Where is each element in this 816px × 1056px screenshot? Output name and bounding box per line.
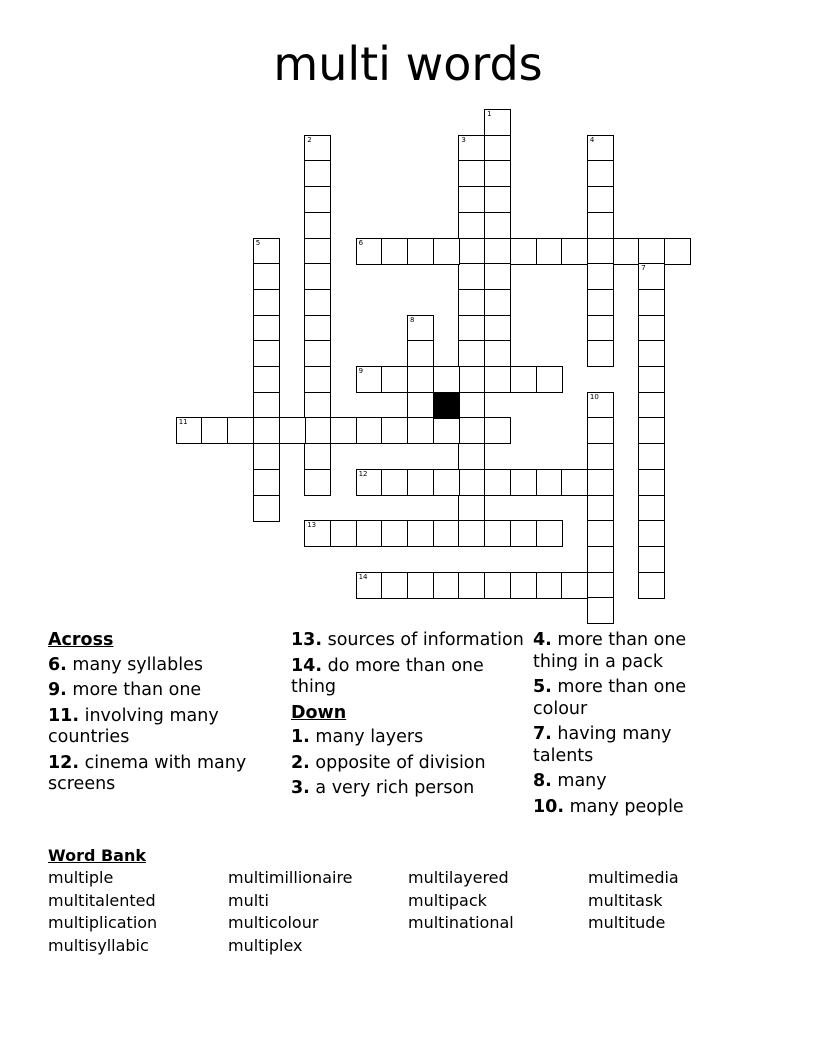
grid-cell[interactable] [638, 392, 665, 419]
clue-number: 4 [589, 135, 595, 144]
clue-across-13: 13. sources of information [291, 630, 524, 650]
grid-cell[interactable] [356, 469, 383, 496]
grid-cell[interactable] [613, 238, 640, 265]
grid-cell[interactable] [484, 520, 511, 547]
grid-cell[interactable] [458, 495, 485, 522]
grid-cell[interactable] [458, 135, 485, 162]
clue-number: 8 [410, 315, 415, 324]
grid-cell[interactable] [381, 238, 408, 265]
clue-down-10: 10. many people [533, 796, 684, 817]
grid-cell[interactable] [304, 238, 331, 265]
grid-cell[interactable] [330, 417, 357, 444]
puzzle-title: multi words [273, 37, 543, 91]
grid-cell[interactable] [304, 366, 331, 393]
grid-cell[interactable] [484, 263, 511, 290]
grid-cell[interactable] [253, 366, 280, 393]
grid-cell[interactable] [407, 469, 434, 496]
grid-cell[interactable] [638, 263, 665, 290]
grid-cell[interactable] [253, 469, 280, 496]
grid-cell[interactable] [484, 469, 511, 496]
grid-cell[interactable] [587, 135, 614, 162]
grid-cell[interactable] [433, 469, 460, 496]
grid-cell[interactable] [587, 392, 614, 419]
grid-cell[interactable] [458, 469, 485, 496]
grid-cell[interactable] [253, 443, 280, 470]
grid-cell[interactable] [433, 417, 460, 444]
grid-cell[interactable] [484, 238, 511, 265]
grid-cell[interactable] [510, 366, 537, 393]
clue-number: 10 [589, 392, 599, 401]
grid-cell[interactable] [304, 212, 331, 239]
grid-cell[interactable] [484, 289, 511, 316]
clue-across-6: 6. many syllables [48, 654, 203, 675]
grid-cell[interactable] [638, 366, 665, 393]
grid-cell[interactable] [433, 238, 460, 265]
grid-cell[interactable] [536, 520, 563, 547]
clues-column-1 [48, 628, 288, 800]
grid-cell[interactable] [458, 340, 485, 367]
word-bank-item: multicolour [228, 913, 319, 932]
grid-cell[interactable] [510, 238, 537, 265]
clue-across-11: 11. involving many countries [48, 705, 219, 747]
grid-cell[interactable] [536, 572, 563, 599]
grid-cell[interactable] [304, 520, 331, 547]
grid-cell[interactable] [407, 366, 434, 393]
grid-cell[interactable] [587, 263, 614, 290]
grid-cell[interactable] [304, 263, 331, 290]
grid-cell[interactable] [536, 366, 563, 393]
clue-number: 12 [358, 469, 368, 478]
grid-cell[interactable] [638, 546, 665, 573]
grid-cell[interactable] [304, 392, 331, 419]
grid-cell[interactable] [458, 392, 485, 419]
word-bank-item: multipack [408, 890, 487, 910]
grid-cell[interactable] [484, 315, 511, 342]
grid-cell[interactable] [587, 212, 614, 239]
grid-cell[interactable] [587, 495, 614, 522]
grid-cell[interactable] [253, 238, 280, 265]
word-bank-item: multi [228, 890, 269, 910]
grid-cell[interactable] [458, 289, 485, 316]
grid-cell[interactable] [407, 340, 434, 367]
word-bank-item: multilayered [408, 868, 509, 887]
grid-cell[interactable] [381, 417, 408, 444]
grid-cell[interactable] [304, 186, 331, 213]
grid-cell[interactable] [227, 417, 254, 444]
grid-cell[interactable] [638, 443, 665, 470]
clue-number: 1 [487, 110, 492, 118]
clue-number: 3 [461, 135, 466, 144]
clue-down-5: 5. more than one colour [533, 677, 687, 719]
grid-cell[interactable] [304, 160, 331, 187]
grid-cell[interactable] [587, 572, 614, 599]
down-heading: Down [291, 702, 347, 723]
clue-number: 5 [255, 238, 261, 247]
grid-cell[interactable] [484, 212, 511, 239]
clue-across-12: 12. cinema with many screens [48, 752, 247, 794]
grid-cell[interactable] [638, 572, 665, 599]
grid-cell[interactable] [587, 238, 614, 265]
grid-cell[interactable] [407, 572, 434, 599]
grid-cell[interactable] [458, 263, 485, 290]
word-bank-item: multitalented [48, 890, 156, 910]
grid-cell[interactable] [381, 366, 408, 393]
grid-cell[interactable] [638, 289, 665, 316]
grid-cell[interactable] [510, 520, 537, 547]
grid-cell[interactable] [381, 469, 408, 496]
clues-column-2 [291, 630, 531, 804]
clue-number: 13 [307, 521, 317, 530]
grid-cell[interactable] [664, 238, 691, 265]
grid-cell[interactable] [484, 417, 511, 444]
grid-cell[interactable] [407, 315, 434, 342]
grid-cell[interactable] [638, 495, 665, 522]
grid-cell[interactable] [458, 212, 485, 239]
grid-cell[interactable] [304, 417, 331, 444]
grid-cell[interactable] [356, 417, 383, 444]
grid-cell[interactable] [304, 135, 331, 162]
grid-cell[interactable] [536, 238, 563, 265]
grid-cell[interactable] [484, 135, 511, 162]
word-bank-item: multitude [588, 913, 666, 932]
grid-cell[interactable] [484, 109, 511, 136]
across-heading: Across [48, 630, 114, 650]
grid-cell[interactable] [304, 315, 331, 342]
grid-cell[interactable] [304, 443, 331, 470]
grid-cell[interactable] [304, 289, 331, 316]
clue-across-9: 9. more than one [48, 680, 202, 700]
grid-cell[interactable] [561, 238, 588, 265]
grid-cell[interactable] [561, 469, 588, 496]
grid-cell[interactable] [433, 520, 460, 547]
grid-cell[interactable] [510, 572, 537, 599]
word-bank-item: multiplex [228, 935, 303, 955]
grid-black-cell [433, 392, 460, 419]
grid-cell[interactable] [484, 186, 511, 213]
grid-cell[interactable] [458, 366, 485, 393]
word-bank-item: multinational [408, 913, 514, 932]
grid-cell[interactable] [356, 572, 383, 599]
clues-column-3 [533, 630, 733, 822]
word-bank-item: multisyllabic [48, 935, 149, 955]
grid-cell[interactable] [330, 520, 357, 547]
grid-cell[interactable] [587, 597, 614, 624]
clue-number: 14 [358, 572, 368, 581]
grid-cell[interactable] [407, 520, 434, 547]
grid-cell[interactable] [458, 417, 485, 444]
clue-down-4: 4. more than one thing in a pack [533, 630, 687, 672]
grid-cell[interactable] [484, 160, 511, 187]
word-bank-item: multiple [48, 868, 114, 887]
clue-number: 7 [641, 264, 646, 273]
clue-down-7: 7. having many talents [533, 724, 672, 766]
grid-cell[interactable] [484, 340, 511, 367]
clue-down-2: 2. opposite of division [291, 752, 486, 773]
clue-down-8: 8. many [533, 771, 607, 791]
grid-cell[interactable] [407, 392, 434, 419]
word-bank-item: multiplication [48, 913, 158, 932]
grid-cell[interactable] [638, 469, 665, 496]
grid-cell[interactable] [510, 469, 537, 496]
grid-cell[interactable] [587, 160, 614, 187]
grid-cell[interactable] [381, 572, 408, 599]
word-bank-item: multimedia [588, 868, 679, 887]
clue-number: 11 [178, 418, 188, 427]
grid-cell[interactable] [176, 417, 203, 444]
word-bank-item: multitask [588, 890, 663, 910]
grid-cell[interactable] [587, 546, 614, 573]
grid-cell[interactable] [458, 443, 485, 470]
grid-cell[interactable] [587, 520, 614, 547]
grid-cell[interactable] [484, 572, 511, 599]
grid-cell[interactable] [433, 572, 460, 599]
grid-cell[interactable] [253, 315, 280, 342]
clue-number: 9 [358, 367, 364, 375]
grid-cell[interactable] [253, 495, 280, 522]
grid-cell[interactable] [638, 238, 665, 265]
grid-cell[interactable] [407, 238, 434, 265]
clue-down-3: 3. a very rich person [291, 778, 475, 798]
grid-cell[interactable] [484, 366, 511, 393]
grid-cell[interactable] [638, 340, 665, 367]
grid-cell[interactable] [356, 520, 383, 547]
grid-cell[interactable] [458, 186, 485, 213]
grid-cell[interactable] [458, 160, 485, 187]
grid-cell[interactable] [458, 315, 485, 342]
grid-cell[interactable] [304, 469, 331, 496]
grid-cell[interactable] [587, 289, 614, 316]
grid-cell[interactable] [587, 315, 614, 342]
clue-number: 2 [307, 135, 312, 144]
grid-cell[interactable] [201, 417, 228, 444]
word-bank-title: Word Bank [48, 846, 147, 865]
grid-cell[interactable] [638, 315, 665, 342]
grid-cell[interactable] [587, 186, 614, 213]
grid-cell[interactable] [536, 469, 563, 496]
grid-cell[interactable] [407, 417, 434, 444]
grid-cell[interactable] [253, 289, 280, 316]
grid-cell[interactable] [253, 340, 280, 367]
grid-cell[interactable] [587, 417, 614, 444]
clue-across-14: 14. do more than one thing [291, 655, 484, 697]
grid-cell[interactable] [304, 340, 331, 367]
word-bank-item: multimillionaire [228, 868, 353, 887]
grid-cell[interactable] [587, 443, 614, 470]
grid-cell[interactable] [356, 238, 383, 265]
grid-cell[interactable] [433, 366, 460, 393]
grid-cell[interactable] [253, 417, 280, 444]
clue-down-1: 1. many layers [291, 727, 424, 747]
grid-cell[interactable] [253, 263, 280, 290]
grid-cell[interactable] [458, 238, 485, 265]
grid-cell[interactable] [356, 366, 383, 393]
grid-cell[interactable] [587, 340, 614, 367]
grid-cell[interactable] [638, 520, 665, 547]
grid-cell[interactable] [279, 417, 306, 444]
grid-cell[interactable] [458, 572, 485, 599]
grid-cell[interactable] [253, 392, 280, 419]
grid-cell[interactable] [587, 469, 614, 496]
grid-cell[interactable] [381, 520, 408, 547]
grid-cell[interactable] [638, 417, 665, 444]
grid-cell[interactable] [561, 572, 588, 599]
grid-cell[interactable] [458, 520, 485, 547]
clue-number: 6 [358, 238, 364, 247]
